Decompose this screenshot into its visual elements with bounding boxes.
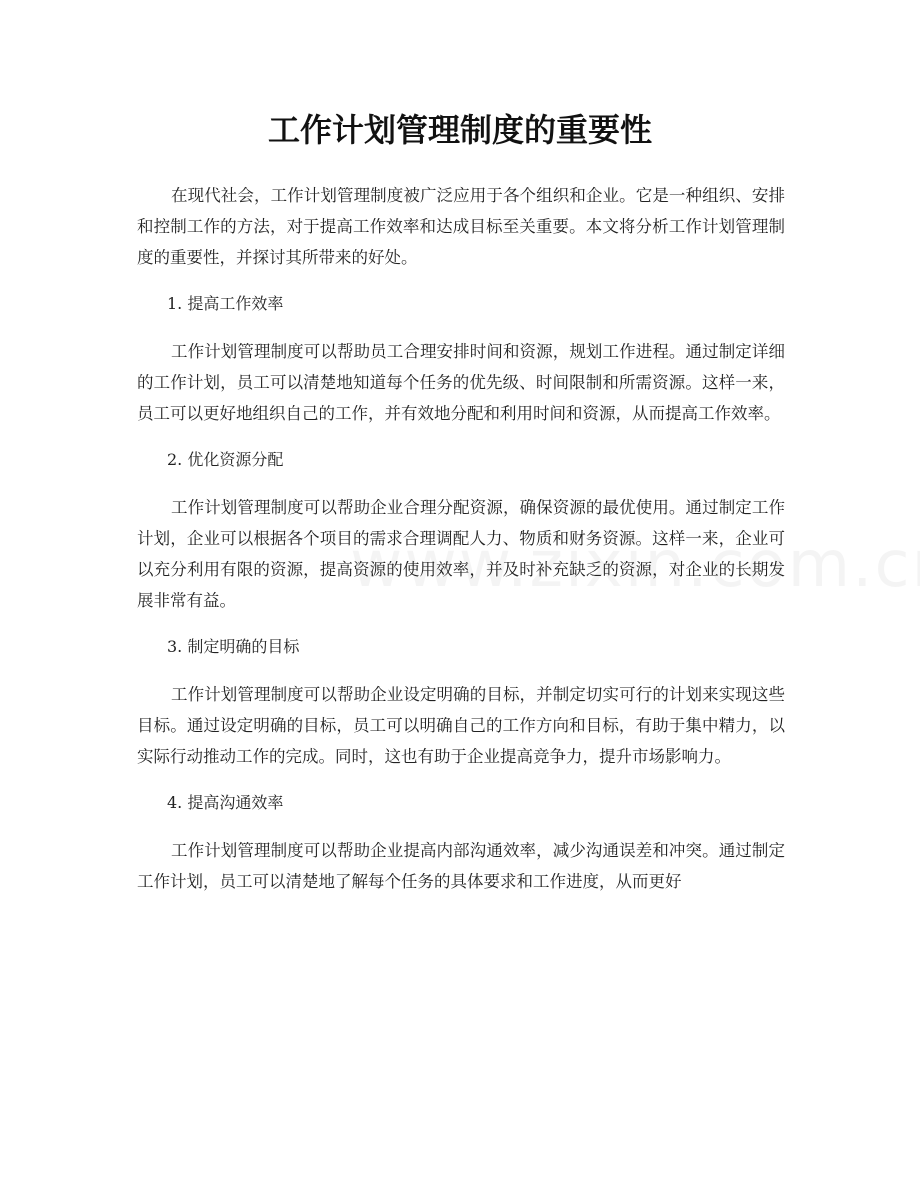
document-title: 工作计划管理制度的重要性 xyxy=(267,111,652,149)
section-heading-4: 4. 提高沟通效率 xyxy=(167,793,284,812)
section-heading-1: 1. 提高工作效率 xyxy=(167,294,284,313)
section-paragraph-2: 工作计划管理制度可以帮助企业合理分配资源，确保资源的最优使用。通过制定工作计划，企业可以根据各个项目的需求合理调配人力、物质和财务资源。这样一来，企业可以充分利用有限的资源，提高资源的使用效率，并及时补充缺乏的资源，对企业的长期发展非常有益。 xyxy=(137,498,785,610)
section-heading-3: 3. 制定明确的目标 xyxy=(167,637,300,656)
section-paragraph-4: 工作计划管理制度可以帮助企业提高内部沟通效率，减少沟通误差和冲突。通过制定工作计划，员工可以清楚地了解每个任务的具体要求和工作进度，从而更好 xyxy=(137,841,785,891)
section-paragraph-3: 工作计划管理制度可以帮助企业设定明确的目标，并制定切实可行的计划来实现这些目标。通过设定明确的目标，员工可以明确自己的工作方向和目标，有助于集中精力，以实际行动推动工作的完成。同时，这也有助于企业提高竞争力，提升市场影响力。 xyxy=(137,685,785,766)
intro-paragraph: 在现代社会，工作计划管理制度被广泛应用于各个组织和企业。它是一种组织、安排和控制工作的方法，对于提高工作效率和达成目标至关重要。本文将分析工作计划管理制度的重要性，并探讨其所带来的好处。 xyxy=(137,186,785,267)
document-body xyxy=(137,180,785,916)
section-heading-2: 2. 优化资源分配 xyxy=(167,450,284,469)
section-paragraph-1: 工作计划管理制度可以帮助员工合理安排时间和资源，规划工作进程。通过制定详细的工作计划，员工可以清楚地知道每个任务的优先级、时间限制和所需资源。这样一来，员工可以更好地组织自己的工作，并有效地分配和利用时间和资源，从而提高工作效率。 xyxy=(137,342,785,423)
